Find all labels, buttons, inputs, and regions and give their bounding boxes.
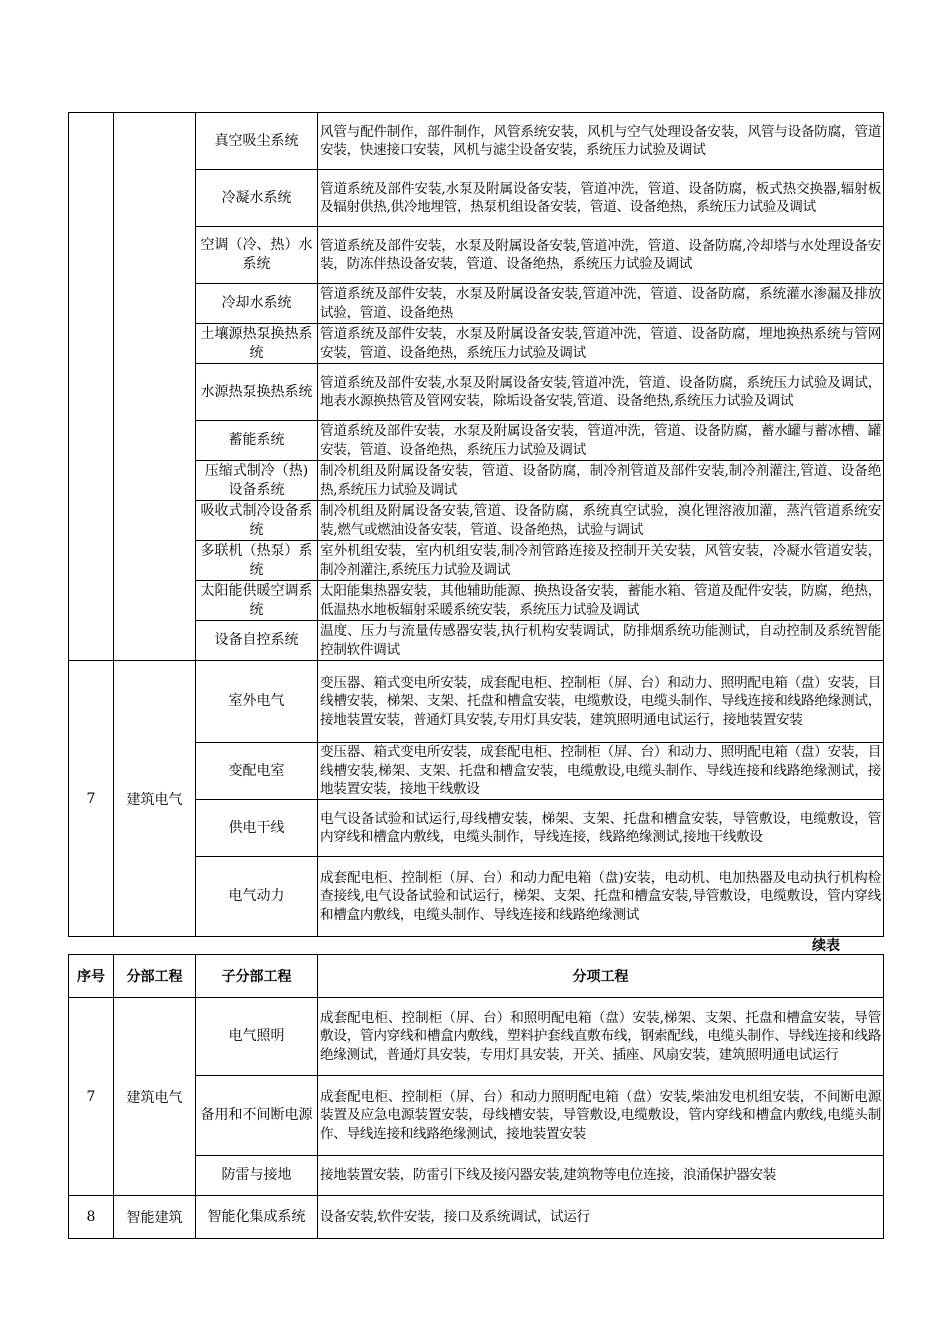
subpart-cell: 智能化集成系统 (196, 1196, 318, 1239)
items-cell: 温度、压力与流量传感器安装,执行机构安装调试，防排烟系统功能测试，自动控制及系统智能控制软件调试 (318, 621, 884, 661)
header-items: 分项工程 (318, 955, 884, 998)
subpart-cell: 压缩式制冷（热)设备系统 (196, 461, 318, 501)
header-number: 序号 (69, 955, 114, 998)
items-cell: 制冷机组及附属设备安装,管道、设备防腐，系统真空试验，溴化锂溶液加灌，蒸汽管道系统安装,燃气或燃油设备安装，管道、设备绝热，试验与调试 (318, 501, 884, 541)
items-cell: 管道系统及部件安装,水泵及附属设备安装，管道冲洗，管道、设备防腐，板式热交换器,辐射板及辐射供热,供冷地埋管，热泵机组设备安装，管道、设备绝热，系统压力试验及调试 (318, 170, 884, 227)
continued-label: 续表 (812, 938, 840, 954)
subpart-cell: 空调（冷、热）水系统 (196, 227, 318, 284)
items-cell: 电气设备试验和试运行,母线槽安装，梯架、支架、托盘和槽盒安装，导管敷设，电缆敷设，管内穿线和槽盒内敷线，电缆头制作，导线连接，线路绝缘测试,接地干线敷设 (318, 800, 884, 857)
items-cell: 管道系统及部件安装，水泵及附属设备安装，管道冲洗，管道、设备防腐，蓄水罐与蓄冰槽、罐安装，管道、设备绝热，系统压力试验及调试 (318, 421, 884, 461)
items-cell: 管道系统及部件安装，水泵及附属设备安装,管道冲洗，管道、设备防腐，埋地换热系统与管网安装，管道、设备绝热，系统压力试验及调试 (318, 324, 884, 364)
subpart-cell: 设备自控系统 (196, 621, 318, 661)
subpart-cell: 电气照明 (196, 998, 318, 1076)
items-cell: 管道系统及部件安装，水泵及附属设备安装,管道冲洗，管道、设备防腐，系统灌水渗漏及排放试验，管道、设备绝热 (318, 284, 884, 324)
items-cell: 成套配电柜、控制柜（屏、台）和动力配电箱（盘)安装，电动机、电加热器及电动执行机构检查接线,电气设备试验和试运行，梯架、支架、托盘和槽盒安装,导管敷设，电缆敷设，管内穿线和槽盒内敷线，电缆头制作、导线连接和线路绝缘测试 (318, 857, 884, 937)
subpart-cell: 蓄能系统 (196, 421, 318, 461)
items-cell: 成套配电柜、控制柜（屏、台）和照明配电箱（盘）安装,梯架、支架、托盘和槽盒安装，导管敷设，管内穿线和槽盒内敷线，塑料护套线直敷布线，钢索配线，电缆头制作、导线连接和线路绝缘测试，普通灯具安装，专用灯具安装，开关、插座、风扇安装，建筑照明通电试运行 (318, 998, 884, 1076)
items-cell: 接地装置安装，防雷引下线及接闪器安装,建筑物等电位连接，浪涌保护器安装 (318, 1156, 884, 1196)
row-number: 7 (69, 998, 114, 1196)
engineering-table-part2 (68, 954, 884, 1239)
header-part: 分部工程 (114, 955, 196, 998)
subpart-cell: 冷却水系统 (196, 284, 318, 324)
items-cell: 变压器、箱式变电所安装，成套配电柜、控制柜（屏、台）和动力、照明配电箱（盘）安装，目线槽安装，梯架、支架、托盘和槽盒安装，电缆敷设，电缆头制作、导线连接和线路绝缘测试，接地装置安装，普通灯具安装,专用灯具安装，建筑照明通电试运行，接地装置安装 (318, 661, 884, 743)
items-cell: 太阳能集热器安装，其他辅助能源、换热设备安装，蓄能水箱、管道及配件安装，防腐，绝热，低温热水地板辐射采暖系统安装，系统压力试验及调试 (318, 581, 884, 621)
items-cell: 风管与配件制作，部件制作，风管系统安装，风机与空气处理设备安装，风管与设备防腐，管道安装，快速接口安装，风机与滤尘设备安装，系统压力试验及调试 (318, 113, 884, 170)
items-cell: 管道系统及部件安装，水泵及附属设备安装,管道冲洗，管道、设备防腐,冷却塔与水处理设备安装，防冻伴热设备安装，管道、设备绝热，系统压力试验及调试 (318, 227, 884, 284)
items-cell: 管道系统及部件安装,水泵及附属设备安装,管道冲洗，管道、设备防腐，系统压力试验及调试，地表水源换热管及管网安装，除垢设备安装,管道、设备绝热,系统压力试验及调试 (318, 364, 884, 421)
subpart-cell: 水源热泵换热系统 (196, 364, 318, 421)
part-name: 建筑电气 (114, 661, 196, 937)
blank-number-cell (69, 113, 114, 661)
items-cell: 变压器、箱式变电所安装，成套配电柜、控制柜（屏、台）和动力、照明配电箱（盘）安装，目线槽安装,梯架、支架、托盘和槽盒安装，电缆敷设,电缆头制作、导线连接和线路绝缘测试，接地装置安装，接地干线敷设 (318, 743, 884, 800)
subpart-cell: 电气动力 (196, 857, 318, 937)
part-name: 智能建筑 (114, 1196, 196, 1239)
subpart-cell: 真空吸尘系统 (196, 113, 318, 170)
subpart-cell: 室外电气 (196, 661, 318, 743)
subpart-cell: 防雷与接地 (196, 1156, 318, 1196)
blank-part-cell (114, 113, 196, 661)
part-name: 建筑电气 (114, 998, 196, 1196)
subpart-cell: 土壤源热泵换热系统 (196, 324, 318, 364)
items-cell: 设备安装,软件安装，接口及系统调试，试运行 (318, 1196, 884, 1239)
row-number: 7 (69, 661, 114, 937)
row-number: 8 (69, 1196, 114, 1239)
subpart-cell: 冷凝水系统 (196, 170, 318, 227)
subpart-cell: 变配电室 (196, 743, 318, 800)
subpart-cell: 吸收式制冷设备系统 (196, 501, 318, 541)
header-subpart: 子分部工程 (196, 955, 318, 998)
items-cell: 成套配电柜、控制柜（屏、台）和动力照明配电箱（盘）安装,柴油发电机组安装，不间断电源装置及应急电源装置安装，母线槽安装，导管敷设,电缆敷设，管内穿线和槽盒内敷线,电缆头制作、导线连接和线路绝缘测试，接地装置安装 (318, 1076, 884, 1156)
items-cell: 室外机组安装，室内机组安装,制冷剂管路连接及控制开关安装，风管安装，冷凝水管道安装，制冷剂灌注,系统压力试验及调试 (318, 541, 884, 581)
subpart-cell: 多联机（热泵）系统 (196, 541, 318, 581)
items-cell: 制冷机组及附属设备安装，管道、设备防腐，制冷剂管道及部件安装,制冷剂灌注,管道、设备绝热,系统压力试验及调试 (318, 461, 884, 501)
subpart-cell: 供电干线 (196, 800, 318, 857)
subpart-cell: 太阳能供暖空调系统 (196, 581, 318, 621)
subpart-cell: 备用和不间断电源 (196, 1076, 318, 1156)
engineering-table-part1 (68, 112, 884, 937)
